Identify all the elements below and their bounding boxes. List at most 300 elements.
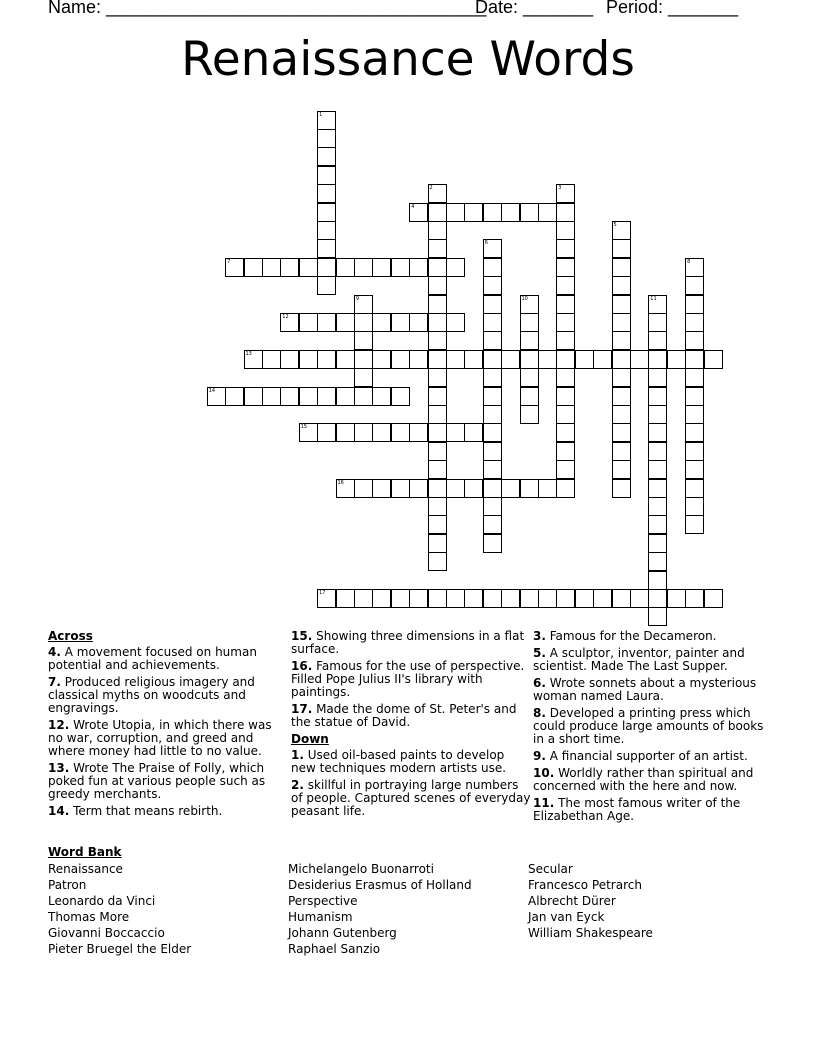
grid-cell[interactable] <box>648 331 667 350</box>
grid-cell[interactable] <box>556 276 575 295</box>
clues-column-2 <box>291 630 531 822</box>
grid-cell[interactable] <box>483 479 502 498</box>
grid-cell[interactable] <box>428 423 447 442</box>
word-bank-title: Word Bank <box>48 845 122 859</box>
grid-cell[interactable] <box>317 129 336 148</box>
clue-number: 1 <box>319 111 323 118</box>
grid-cell[interactable] <box>391 589 410 608</box>
grid-cell[interactable] <box>685 515 704 534</box>
word-bank-item: Thomas More <box>48 910 130 924</box>
grid-cell[interactable] <box>391 258 410 277</box>
grid-cell[interactable] <box>648 313 667 332</box>
clue <box>291 660 531 699</box>
grid-cell[interactable] <box>501 589 520 608</box>
grid-cell[interactable] <box>336 423 355 442</box>
grid-cell[interactable] <box>612 221 631 240</box>
word-bank-item: Humanism <box>288 910 353 924</box>
grid-cell[interactable] <box>685 405 704 424</box>
word-bank-column-2 <box>288 861 472 957</box>
word-bank-column-3 <box>528 861 653 941</box>
grid-cell[interactable] <box>630 589 649 608</box>
grid-cell[interactable] <box>354 368 373 387</box>
grid-cell[interactable] <box>648 607 667 626</box>
grid-cell[interactable] <box>685 479 704 498</box>
grid-cell[interactable] <box>464 350 483 369</box>
grid-cell[interactable] <box>428 276 447 295</box>
grid-cell[interactable] <box>428 184 447 203</box>
clue-number: 11. <box>533 796 555 810</box>
grid-cell[interactable] <box>648 295 667 314</box>
clue-text: A movement focused on human potential and achievements. <box>48 645 257 672</box>
grid-cell[interactable] <box>685 442 704 461</box>
word-bank-item: Desiderius Erasmus of Holland <box>288 878 472 892</box>
grid-cell[interactable] <box>612 479 631 498</box>
grid-cell[interactable] <box>428 203 447 222</box>
grid-cell[interactable] <box>520 350 539 369</box>
grid-cell[interactable] <box>648 479 667 498</box>
grid-cell[interactable] <box>648 423 667 442</box>
grid-cell[interactable] <box>685 313 704 332</box>
grid-cell[interactable] <box>428 313 447 332</box>
grid-cell[interactable] <box>428 239 447 258</box>
clue-number: 5 <box>613 221 617 228</box>
grid-cell[interactable] <box>483 203 502 222</box>
clue <box>533 647 773 673</box>
grid-cell[interactable] <box>372 479 391 498</box>
grid-cell[interactable] <box>409 203 428 222</box>
grid-cell[interactable] <box>409 589 428 608</box>
grid-cell[interactable] <box>299 258 318 277</box>
grid-cell[interactable] <box>685 368 704 387</box>
grid-cell[interactable] <box>556 221 575 240</box>
grid-cell[interactable] <box>483 331 502 350</box>
grid-cell[interactable] <box>317 313 336 332</box>
grid-cell[interactable] <box>317 239 336 258</box>
clues-column-3 <box>533 630 773 827</box>
grid-cell[interactable] <box>225 387 244 406</box>
grid-cell[interactable] <box>483 295 502 314</box>
grid-cell[interactable] <box>372 589 391 608</box>
grid-cell[interactable] <box>317 350 336 369</box>
grid-cell[interactable] <box>520 331 539 350</box>
grid-cell[interactable] <box>556 350 575 369</box>
clues-column-1 <box>48 630 288 822</box>
grid-cell[interactable] <box>428 258 447 277</box>
grid-cell[interactable] <box>648 350 667 369</box>
clue-number: 16 <box>337 479 344 486</box>
grid-cell[interactable] <box>556 203 575 222</box>
grid-cell[interactable] <box>575 350 594 369</box>
grid-cell[interactable] <box>612 368 631 387</box>
grid-cell[interactable] <box>648 368 667 387</box>
grid-cell[interactable] <box>428 460 447 479</box>
name-field[interactable]: Name: ______________________________________ <box>48 0 487 17</box>
grid-cell[interactable] <box>483 239 502 258</box>
grid-cell[interactable] <box>354 479 373 498</box>
clue-text: Used oil-based paints to develop new techniques modern artists use. <box>291 748 507 775</box>
grid-cell[interactable] <box>538 203 557 222</box>
grid-cell[interactable] <box>556 258 575 277</box>
clue-number: 8 <box>687 258 691 265</box>
grid-cell[interactable] <box>483 258 502 277</box>
grid-cell[interactable] <box>483 534 502 553</box>
grid-cell[interactable] <box>317 258 336 277</box>
word-bank-column-1 <box>48 861 191 957</box>
grid-cell[interactable] <box>317 276 336 295</box>
clue-number: 4. <box>48 645 61 659</box>
grid-cell[interactable] <box>685 258 704 277</box>
grid-cell[interactable] <box>612 276 631 295</box>
grid-cell[interactable] <box>354 350 373 369</box>
grid-cell[interactable] <box>483 368 502 387</box>
grid-cell[interactable] <box>556 313 575 332</box>
clue-number: 13 <box>245 350 252 357</box>
grid-cell[interactable] <box>317 387 336 406</box>
grid-cell[interactable] <box>704 589 723 608</box>
grid-cell[interactable] <box>593 589 612 608</box>
clue-number: 12 <box>282 313 289 320</box>
grid-cell[interactable] <box>556 405 575 424</box>
grid-cell[interactable] <box>428 331 447 350</box>
grid-cell[interactable] <box>556 184 575 203</box>
clue-text: Wrote Utopia, in which there was no war, corruption, and greed and where money had little to no value. <box>48 718 272 758</box>
clue-text: skillful in portraying large numbers of people. Captured scenes of everyday peasant life. <box>291 778 531 818</box>
clue-number: 3 <box>558 185 562 192</box>
grid-cell[interactable] <box>612 387 631 406</box>
grid-cell[interactable] <box>244 350 263 369</box>
grid-cell[interactable] <box>262 350 281 369</box>
grid-cell[interactable] <box>280 387 299 406</box>
grid-cell[interactable] <box>428 350 447 369</box>
grid-cell[interactable] <box>612 460 631 479</box>
grid-cell[interactable] <box>520 589 539 608</box>
grid-cell[interactable] <box>483 387 502 406</box>
clue <box>533 630 773 643</box>
grid-cell[interactable] <box>520 313 539 332</box>
period-field[interactable]: Period: _______ <box>606 0 739 17</box>
grid-cell[interactable] <box>483 497 502 516</box>
clue-number: 14 <box>208 387 216 394</box>
grid-cell[interactable] <box>612 258 631 277</box>
grid-cell[interactable] <box>428 368 447 387</box>
grid-cell[interactable] <box>520 368 539 387</box>
grid-cell[interactable] <box>648 552 667 571</box>
grid-cell[interactable] <box>336 479 355 498</box>
clue <box>291 779 531 818</box>
clue <box>533 707 773 746</box>
grid-cell[interactable] <box>556 423 575 442</box>
clue-number: 16. <box>291 659 313 673</box>
grid-cell[interactable] <box>391 479 410 498</box>
grid-cell[interactable] <box>317 166 336 185</box>
grid-cell[interactable] <box>354 313 373 332</box>
grid-cell[interactable] <box>667 350 686 369</box>
clue-text: Term that means rebirth. <box>69 804 223 818</box>
grid-cell[interactable] <box>483 350 502 369</box>
grid-cell[interactable] <box>483 423 502 442</box>
clue-number: 7 <box>227 258 231 265</box>
grid-cell[interactable] <box>556 239 575 258</box>
grid-cell[interactable] <box>409 350 428 369</box>
across-heading: Across <box>48 629 93 643</box>
grid-cell[interactable] <box>244 258 263 277</box>
date-field[interactable]: Date: _______ <box>475 0 594 17</box>
grid-cell[interactable] <box>428 442 447 461</box>
grid-cell[interactable] <box>685 295 704 314</box>
grid-cell[interactable] <box>648 497 667 516</box>
page-title: Renaissance Words <box>181 32 635 87</box>
grid-cell[interactable] <box>372 258 391 277</box>
grid-cell[interactable] <box>648 387 667 406</box>
grid-cell[interactable] <box>612 313 631 332</box>
grid-cell[interactable] <box>612 442 631 461</box>
grid-cell[interactable] <box>685 350 704 369</box>
grid-cell[interactable] <box>207 387 226 406</box>
grid-cell[interactable] <box>612 423 631 442</box>
grid-cell[interactable] <box>667 589 686 608</box>
clue-text: The most famous writer of the Elizabethan Age. <box>533 796 741 823</box>
clue-number: 1. <box>291 748 304 762</box>
grid-cell[interactable] <box>483 276 502 295</box>
grid-cell[interactable] <box>464 479 483 498</box>
grid-cell[interactable] <box>685 497 704 516</box>
grid-cell[interactable] <box>409 423 428 442</box>
grid-cell[interactable] <box>317 184 336 203</box>
grid-cell[interactable] <box>391 423 410 442</box>
clue <box>48 676 288 715</box>
grid-cell[interactable] <box>446 203 465 222</box>
grid-cell[interactable] <box>391 350 410 369</box>
grid-cell[interactable] <box>372 387 391 406</box>
grid-cell[interactable] <box>593 350 612 369</box>
word-bank-item: Johann Gutenberg <box>288 926 397 940</box>
grid-cell[interactable] <box>391 387 410 406</box>
word-bank-item: Perspective <box>288 894 358 908</box>
grid-cell[interactable] <box>648 460 667 479</box>
grid-cell[interactable] <box>483 442 502 461</box>
clue-number: 11 <box>650 295 657 302</box>
grid-cell[interactable] <box>612 331 631 350</box>
clue-text: A financial supporter of an artist. <box>545 749 748 763</box>
grid-cell[interactable] <box>336 350 355 369</box>
grid-cell[interactable] <box>685 276 704 295</box>
word-bank-item: Michelangelo Buonarroti <box>288 862 434 876</box>
grid-cell[interactable] <box>556 589 575 608</box>
grid-cell[interactable] <box>556 442 575 461</box>
clue-text: A sculptor, inventor, painter and scientist. Made The Last Supper. <box>533 646 745 673</box>
grid-cell[interactable] <box>556 387 575 406</box>
grid-cell[interactable] <box>446 423 465 442</box>
grid-cell[interactable] <box>648 442 667 461</box>
grid-cell[interactable] <box>483 515 502 534</box>
grid-cell[interactable] <box>612 405 631 424</box>
grid-cell[interactable] <box>317 423 336 442</box>
grid-cell[interactable] <box>446 350 465 369</box>
grid-cell[interactable] <box>704 350 723 369</box>
grid-cell[interactable] <box>612 589 631 608</box>
grid-cell[interactable] <box>556 460 575 479</box>
grid-cell[interactable] <box>428 479 447 498</box>
grid-cell[interactable] <box>317 589 336 608</box>
grid-cell[interactable] <box>299 350 318 369</box>
grid-cell[interactable] <box>501 479 520 498</box>
grid-cell[interactable] <box>685 460 704 479</box>
clue-number: 5. <box>533 646 546 660</box>
clue <box>48 762 288 801</box>
clue-number: 17 <box>319 589 326 596</box>
grid-cell[interactable] <box>520 479 539 498</box>
clue-text: Worldly rather than spiritual and concerned with the here and now. <box>533 766 754 793</box>
grid-cell[interactable] <box>336 387 355 406</box>
clue <box>48 719 288 758</box>
grid-cell[interactable] <box>483 460 502 479</box>
word-bank-item: Albrecht Dürer <box>528 894 616 908</box>
clue-text: Wrote sonnets about a mysterious woman named Laura. <box>533 676 757 703</box>
grid-cell[interactable] <box>280 258 299 277</box>
grid-cell[interactable] <box>354 331 373 350</box>
grid-cell[interactable] <box>446 313 465 332</box>
grid-cell[interactable] <box>372 313 391 332</box>
grid-cell[interactable] <box>538 589 557 608</box>
grid-cell[interactable] <box>280 350 299 369</box>
grid-cell[interactable] <box>372 350 391 369</box>
clue-text: Showing three dimensions in a flat surface. <box>291 629 525 656</box>
grid-cell[interactable] <box>391 313 410 332</box>
clue-text: Developed a printing press which could produce large amounts of books in a short time. <box>533 706 764 746</box>
grid-cell[interactable] <box>446 589 465 608</box>
grid-cell[interactable] <box>520 405 539 424</box>
grid-cell[interactable] <box>685 589 704 608</box>
grid-cell[interactable] <box>520 295 539 314</box>
grid-cell[interactable] <box>501 350 520 369</box>
grid-cell[interactable] <box>483 405 502 424</box>
clue-number: 12. <box>48 718 70 732</box>
grid-cell[interactable] <box>612 295 631 314</box>
grid-cell[interactable] <box>428 221 447 240</box>
clue-number: 2 <box>429 185 433 192</box>
clue <box>48 646 288 672</box>
grid-cell[interactable] <box>317 221 336 240</box>
clue <box>291 630 531 656</box>
clue-number: 15 <box>300 424 308 431</box>
grid-cell[interactable] <box>409 258 428 277</box>
grid-cell[interactable] <box>428 387 447 406</box>
clue <box>533 767 773 793</box>
grid-cell[interactable] <box>556 331 575 350</box>
clue <box>48 805 288 818</box>
grid-cell[interactable] <box>483 589 502 608</box>
grid-cell[interactable] <box>409 479 428 498</box>
grid-cell[interactable] <box>372 423 391 442</box>
clue-number: 4 <box>411 203 415 210</box>
grid-cell[interactable] <box>538 479 557 498</box>
clue <box>533 677 773 703</box>
clue-number: 7. <box>48 675 61 689</box>
grid-cell[interactable] <box>520 387 539 406</box>
grid-cell[interactable] <box>556 368 575 387</box>
grid-cell[interactable] <box>556 479 575 498</box>
grid-cell[interactable] <box>464 423 483 442</box>
clue-number: 6 <box>484 240 488 247</box>
grid-cell[interactable] <box>280 313 299 332</box>
word-bank-item: Patron <box>48 878 87 892</box>
grid-cell[interactable] <box>648 534 667 553</box>
grid-cell[interactable] <box>575 589 594 608</box>
grid-cell[interactable] <box>556 295 575 314</box>
grid-cell[interactable] <box>538 350 557 369</box>
grid-cell[interactable] <box>299 423 318 442</box>
grid-cell[interactable] <box>446 258 465 277</box>
grid-cell[interactable] <box>244 387 263 406</box>
grid-cell[interactable] <box>336 313 355 332</box>
word-bank-item: Pieter Bruegel the Elder <box>48 942 192 956</box>
grid-cell[interactable] <box>299 313 318 332</box>
grid-cell[interactable] <box>520 203 539 222</box>
clue-number: 10. <box>533 766 555 780</box>
grid-cell[interactable] <box>428 405 447 424</box>
grid-cell[interactable] <box>225 258 244 277</box>
grid-cell[interactable] <box>354 589 373 608</box>
grid-cell[interactable] <box>501 203 520 222</box>
grid-cell[interactable] <box>299 387 318 406</box>
grid-cell[interactable] <box>630 350 649 369</box>
grid-cell[interactable] <box>317 147 336 166</box>
grid-cell[interactable] <box>354 387 373 406</box>
grid-cell[interactable] <box>317 111 336 130</box>
grid-cell[interactable] <box>409 313 428 332</box>
grid-cell[interactable] <box>428 552 447 571</box>
grid-cell[interactable] <box>428 589 447 608</box>
grid-cell[interactable] <box>648 515 667 534</box>
grid-cell[interactable] <box>648 405 667 424</box>
grid-cell[interactable] <box>428 515 447 534</box>
grid-cell[interactable] <box>648 571 667 590</box>
grid-cell[interactable] <box>336 589 355 608</box>
grid-cell[interactable] <box>685 423 704 442</box>
word-bank-item: Giovanni Boccaccio <box>48 926 165 940</box>
grid-cell[interactable] <box>262 387 281 406</box>
clue-text: Famous for the Decameron. <box>545 629 717 643</box>
grid-cell[interactable] <box>685 387 704 406</box>
grid-cell[interactable] <box>428 295 447 314</box>
clue <box>291 749 531 775</box>
word-bank-item: Francesco Petrarch <box>528 878 642 892</box>
grid-cell[interactable] <box>483 313 502 332</box>
grid-cell[interactable] <box>612 239 631 258</box>
grid-cell[interactable] <box>354 423 373 442</box>
word-bank-item: Secular <box>528 862 573 876</box>
grid-cell[interactable] <box>262 258 281 277</box>
grid-cell[interactable] <box>428 534 447 553</box>
grid-cell[interactable] <box>428 497 447 516</box>
grid-cell[interactable] <box>354 258 373 277</box>
grid-cell[interactable] <box>464 589 483 608</box>
clue-number: 10 <box>521 295 528 302</box>
clue-text: Famous for the use of perspective. Filled Pope Julius II's library with paintings. <box>291 659 525 699</box>
grid-cell[interactable] <box>685 331 704 350</box>
grid-cell[interactable] <box>612 350 631 369</box>
grid-cell[interactable] <box>354 295 373 314</box>
grid-cell[interactable] <box>648 589 667 608</box>
clue-text: Made the dome of St. Peter's and the statue of David. <box>291 702 517 729</box>
grid-cell[interactable] <box>336 258 355 277</box>
clue-number: 6. <box>533 676 546 690</box>
clue-number: 9. <box>533 749 546 763</box>
clue-number: 3. <box>533 629 546 643</box>
grid-cell[interactable] <box>317 203 336 222</box>
grid-cell[interactable] <box>446 479 465 498</box>
grid-cell[interactable] <box>464 203 483 222</box>
